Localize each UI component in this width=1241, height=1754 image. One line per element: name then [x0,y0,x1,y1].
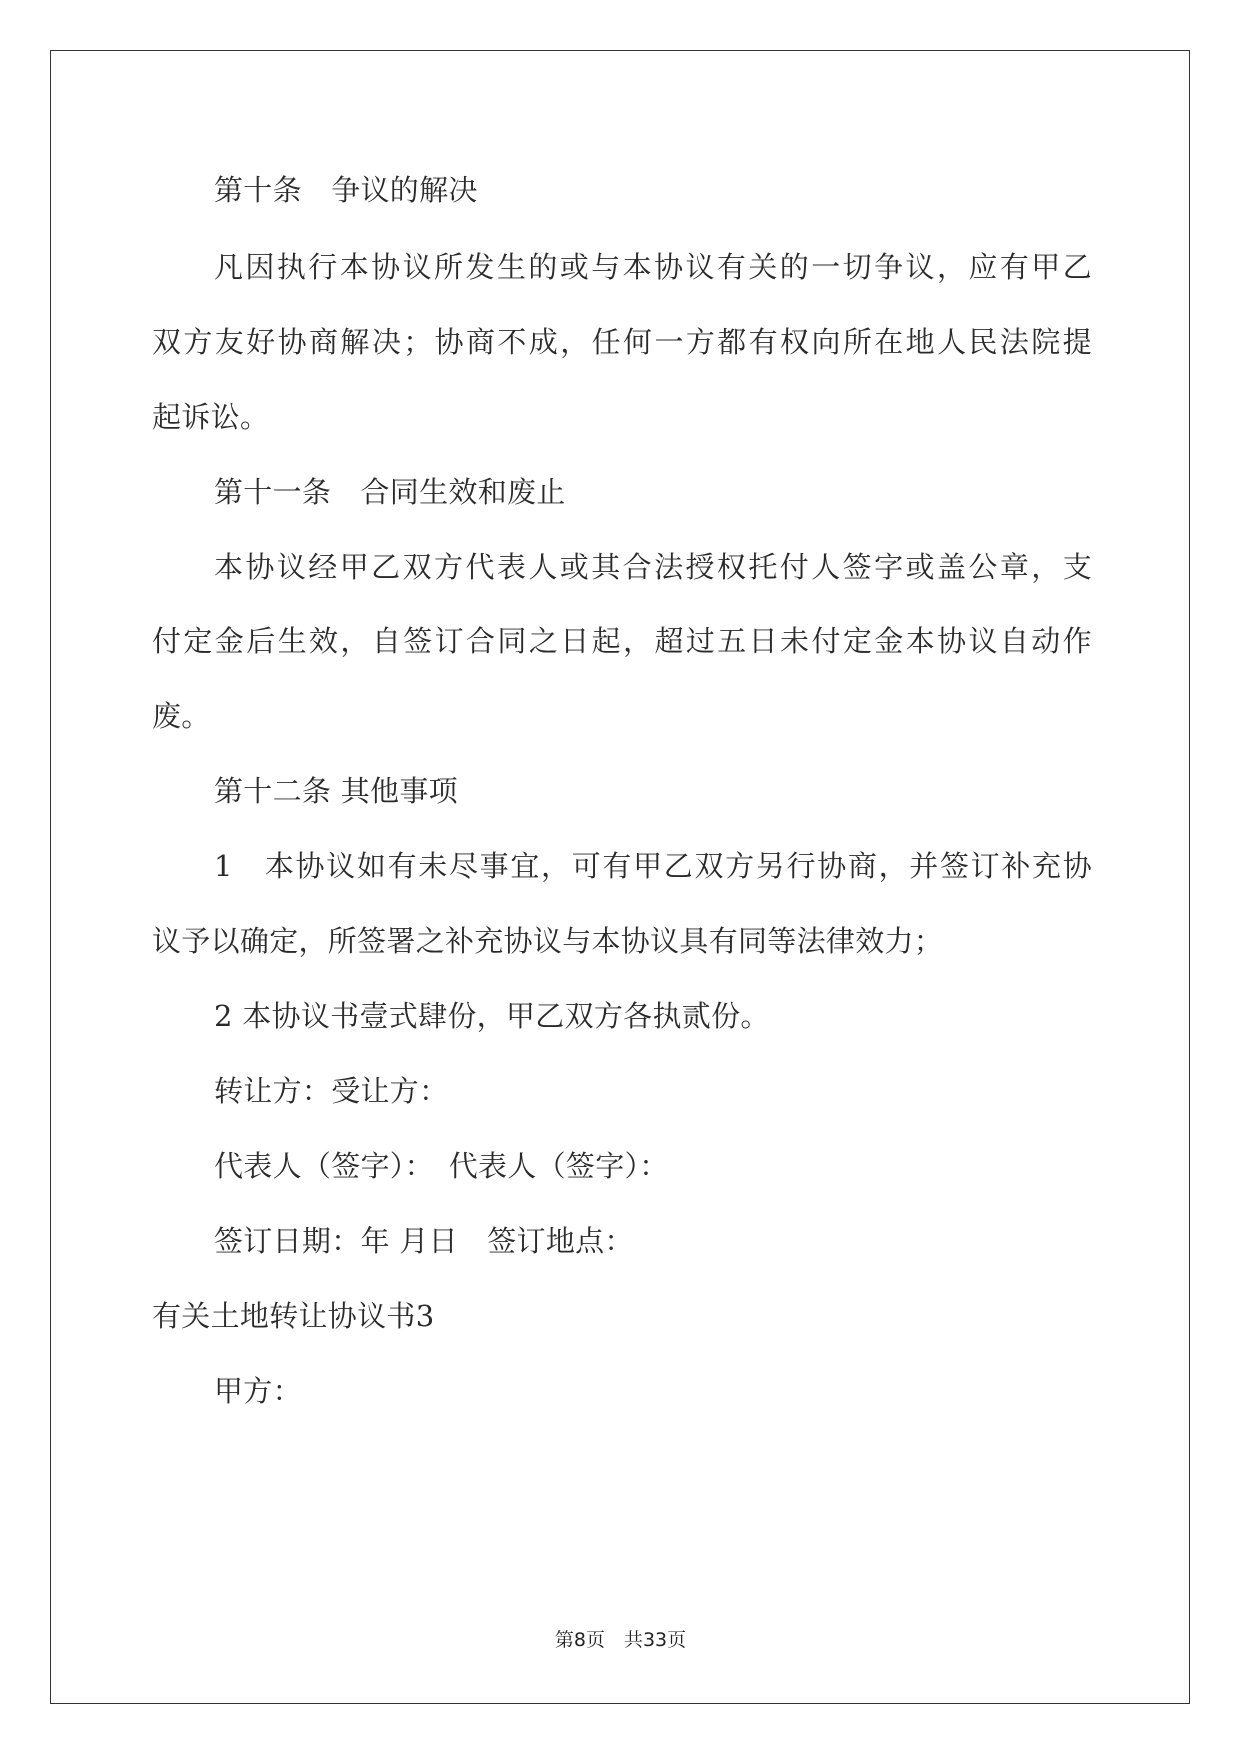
party-a-label: 甲方： [214,1374,302,1408]
footer-middle: 页 共 [585,1629,643,1651]
paragraph-line: 付定金后生效，自签订合同之日起，超过五日未付定金本协议自动作 [152,624,1092,658]
signature-parties: 转让方：受让方： [214,1074,449,1108]
footer-suffix: 页 [667,1629,687,1651]
signing-date-place: 签订日期：年 月日 签订地点： [214,1224,634,1258]
paragraph-line: 双方友好协商解决；协商不成，任何一方都有权向所在地人民法院提 [152,325,1092,359]
paragraph-line: 2 本协议书壹式肆份，甲乙双方各执贰份。 [214,999,770,1033]
paragraph-line: 本协议经甲乙双方代表人或其合法授权托付人签字或盖公章，支 [214,550,1092,584]
page-footer [0,1627,1241,1653]
paragraph-line: 凡因执行本协议所发生的或与本协议有关的一切争议，应有甲乙 [214,250,1092,284]
article-12-heading: 第十二条 其他事项 [214,774,458,808]
footer-prefix: 第 [554,1629,574,1651]
article-11-heading: 第十一条 合同生效和废止 [214,475,566,509]
article-10-heading: 第十条 争议的解决 [214,173,478,207]
footer-page-number: 8 [573,1629,586,1651]
paragraph-line: 起诉讼。 [152,400,270,434]
footer-total-pages: 33 [642,1629,668,1651]
paragraph-line: 议予以确定，所签署之补充协议与本协议具有同等法律效力； [152,924,944,958]
paragraph-line: 废。 [152,699,211,733]
section-title: 有关土地转让协议书3 [152,1299,435,1333]
signature-representatives: 代表人（签字）： 代表人（签字）： [214,1149,669,1183]
paragraph-line: 1 本协议如有未尽事宜，可有甲乙双方另行协商，并签订补充协 [214,849,1092,883]
